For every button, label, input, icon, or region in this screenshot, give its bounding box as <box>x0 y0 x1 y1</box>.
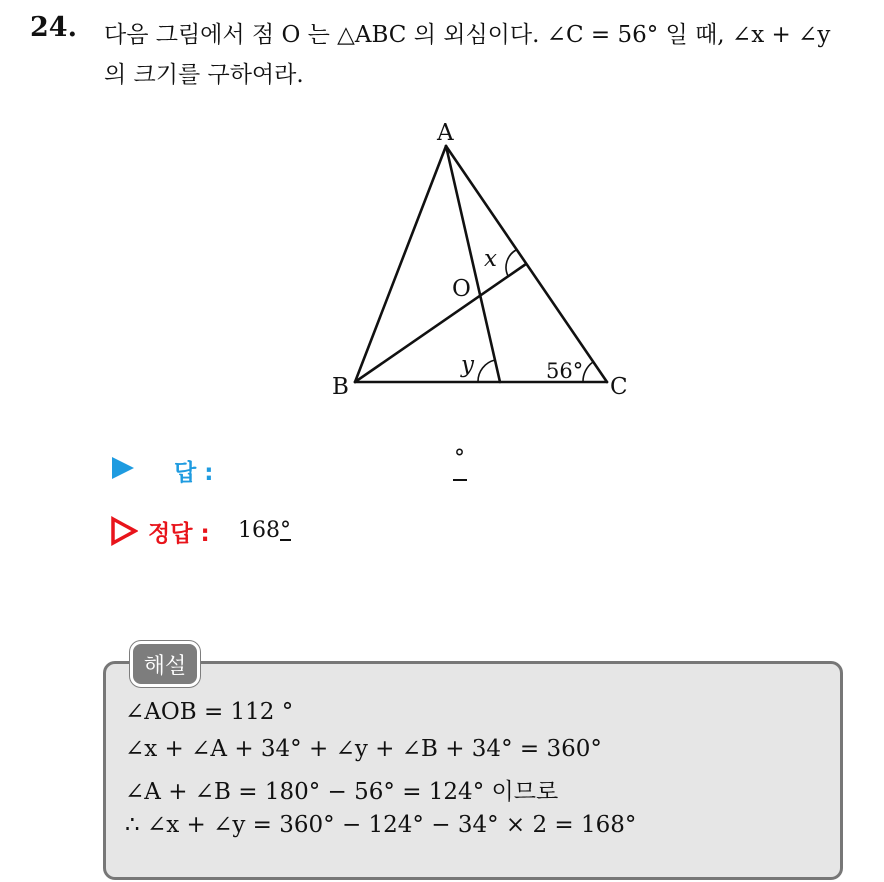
play-triangle-icon <box>110 455 136 481</box>
vertex-a-label: A <box>437 120 454 146</box>
side-ab <box>355 146 446 382</box>
vertex-c-label: C <box>610 374 628 400</box>
correct-value <box>238 518 291 543</box>
outline-triangle-icon <box>110 516 138 546</box>
vertex-b-label: B <box>332 374 349 400</box>
angle-c-arc <box>583 362 593 382</box>
triangle-figure <box>320 110 640 410</box>
answer-row <box>110 446 510 488</box>
question-text-line-1: 다음 그림에서 점 O 는 △ABC 의 외심이다. ∠C = 56° 일 때, ∠x + ∠y <box>104 22 831 48</box>
correct-unit: ° <box>280 518 291 543</box>
question-text-line-2: 의 크기를 구하여라. <box>104 62 304 88</box>
angle-x-label: x <box>484 246 497 272</box>
answer-label: 답 : <box>174 460 214 486</box>
correct-answer-row <box>110 514 510 550</box>
angle-c-label: 56° <box>546 359 584 383</box>
solution-line-4: ∴ ∠x + ∠y = 360° − 124° − 34° × 2 = 168° <box>125 812 637 838</box>
solution-line-1: ∠AOB = 112 ° <box>125 699 294 725</box>
angle-y-label: y <box>461 352 474 378</box>
angle-y-arc <box>478 360 495 382</box>
correct-number: 168 <box>238 518 280 543</box>
solution-box <box>103 661 843 880</box>
answer-blank[interactable] <box>453 479 467 481</box>
question-number: 24. <box>30 12 77 43</box>
point-o-label: O <box>452 276 471 302</box>
solution-tab <box>130 641 200 687</box>
answer-unit: ° <box>454 446 465 471</box>
solution-line-3: ∠A + ∠B = 180° − 56° = 124° 이므로 <box>125 779 559 805</box>
correct-label: 정답 : <box>148 521 210 547</box>
segment-b-to-ac <box>355 264 526 382</box>
solution-tab-label: 해설 <box>143 654 187 679</box>
solution-line-2: ∠x + ∠A + 34° + ∠y + ∠B + 34° = 360° <box>125 736 602 762</box>
